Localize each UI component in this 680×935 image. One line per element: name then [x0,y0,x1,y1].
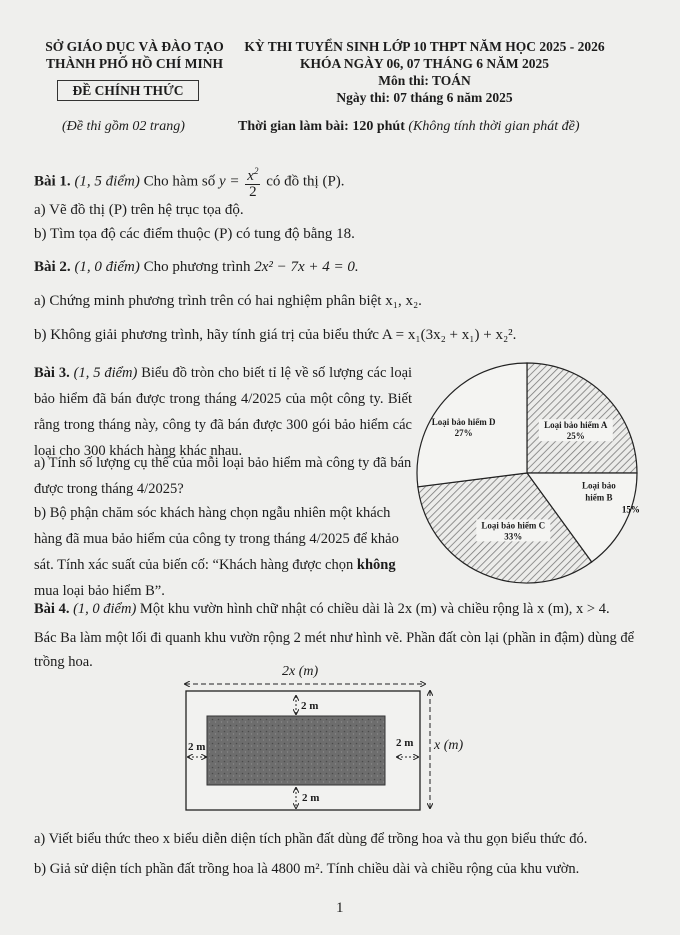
problem-2-lead: Cho phương trình [143,259,251,275]
fraction-denominator: 2 [249,184,257,200]
duration-note: (Không tính thời gian phát đề) [408,119,580,134]
problem-4-points: (1, 0 điểm) [73,601,137,617]
exam-header [232,38,617,106]
department-name [22,38,247,72]
problem-1-statement [34,164,345,200]
pie-label-c: Loại bảo hiểm C 33% [481,520,546,542]
right-path-label: 2 m [396,737,414,749]
top-path-label: 2 m [301,700,319,712]
problem-1-points: (1, 5 điểm) [74,173,140,190]
problem-3-title: Bài 3. [34,365,70,381]
pie-label-a: Loại bảo hiểm A 25% [544,420,608,442]
problem-2-title: Bài 2. [34,259,71,275]
garden-width-label: x (m) [434,738,464,753]
problem-3-intro [34,360,412,464]
official-exam-badge: ĐỀ CHÍNH THỨC [57,80,199,101]
problem-4-intro-text: Một khu vườn hình chữ nhật có chiều dài là 2x (m) và chiều rộng là x (m), x > 4. [139,601,610,617]
duration-text: Thời gian làm bài: 120 phút [238,119,405,134]
exam-date: Ngày thi: 07 tháng 6 năm 2025 [336,90,513,105]
problem-3-points: (1, 5 điểm) [73,365,138,381]
problem-4-intro [34,596,654,622]
exam-duration [238,119,580,135]
problem-2-equation: 2x² − 7x + 4 = 0. [254,259,359,275]
page-number: 1 [336,900,344,916]
left-path-label: 2 m [188,741,206,753]
pie-label-d: Loại bảo hiểm D 27% [431,417,496,438]
problem-1-title: Bài 1. [34,173,71,190]
problem-3a: a) Tính số lượng cụ thể của mỗi loại bảo hiểm mà công ty đã bán được trong tháng 4/2025? [34,455,412,497]
problem-4a: a) Viết biểu thức theo x biểu diễn diện tích phần đất dùng để trồng hoa và thu gọn biểu thức đó. [34,831,588,847]
problem-2a: a) Chứng minh phương trình trên có hai nghiệm phân biệt x₁, x₂. [34,293,422,309]
problem-3b [34,500,419,604]
problem-1a: a) Vẽ đồ thị (P) trên hệ trục tọa độ. [34,202,244,218]
pie-value-b: 15% [621,504,640,515]
problem-4-line2: Bác Ba làm một lối đi quanh khu vườn rộng 2 mét như hình vẽ. Phần đất còn lại (phần in đậm) dùng để trồng hoa. [34,630,635,670]
problem-2-points: (1, 0 điểm) [74,259,140,275]
problem-1-tail: có đồ thị (P). [266,173,345,190]
flower-bed-shaded [207,716,385,785]
insurance-pie-chart [412,358,642,588]
problem-3-intro-text: Biểu đồ tròn cho biết tỉ lệ về số lượng các loại bảo hiểm đã bán được trong tháng 4/2025 của một công ty. Biết rằng trong tháng này, công ty đã bán được 300 gói bảo hiểm các loại cho 300 khách hàng khác nhau. [34,365,413,459]
garden-length-label: 2x (m) [282,664,319,679]
fraction-numerator: x [247,168,254,184]
problem-3b-tail: mua loại bảo hiểm B”. [34,583,165,599]
problem-4-title: Bài 4. [34,601,70,617]
pages-note: (Đề thi gồm 02 trang) [62,119,185,134]
problem-3b-lead: b) Bộ phận chăm sóc khách hàng chọn ngẫu nhiên một khách hàng đã mua bảo hiểm của công ty trong tháng 4/2025 để khảo sát. Tính xác suất của biến cố: “Khách hàng được chọn [34,505,399,573]
function-lhs: y = [219,173,240,190]
exam-title: KỲ THI TUYỂN SINH LỚP 10 THPT NĂM HỌC 2025 - 2026 [244,39,605,54]
department-line-2: THÀNH PHỐ HỒ CHÍ MINH [45,56,223,71]
problem-2b: b) Không giải phương trình, hãy tính giá trị của biểu thức A = x₁(3x₂ + x₁) + x₂². [34,327,517,343]
garden-figure [175,664,475,824]
pie-label-b: Loại bảo hiểm B [582,480,616,503]
problem-4b: b) Giả sử diện tích phần đất trồng hoa là 4800 m². Tính chiều dài và chiều rộng của khu vườn. [34,861,580,877]
exam-subject: Môn thi: TOÁN [378,73,471,88]
pie-slice-a [527,363,637,473]
function-fraction [245,164,260,200]
exam-session: KHÓA NGÀY 06, 07 THÁNG 6 NĂM 2025 [299,56,549,71]
bottom-path-label: 2 m [302,792,320,804]
fraction-exponent: 2 [253,166,259,176]
problem-2-statement [34,259,359,276]
problem-3b-emphasis: không [356,557,396,573]
problem-1b: b) Tìm tọa độ các điểm thuộc (P) có tung độ bằng 18. [34,226,355,242]
department-line-1: SỞ GIÁO DỤC VÀ ĐÀO TẠO [45,39,224,54]
problem-1-lead: Cho hàm số [143,173,216,190]
